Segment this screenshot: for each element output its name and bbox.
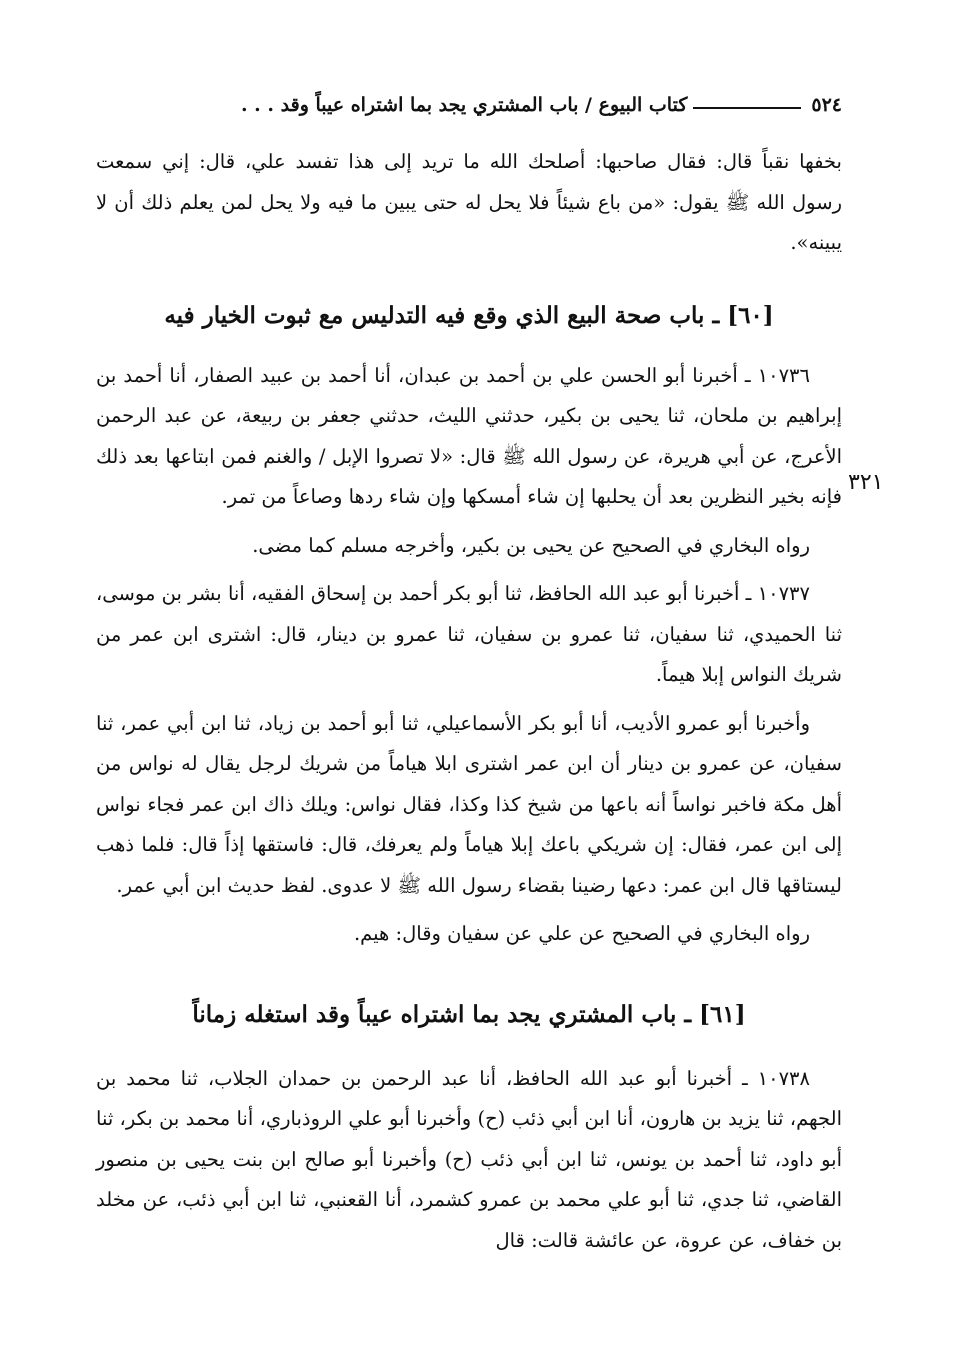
margin-page-reference: ٣٢١ <box>848 470 884 495</box>
chapter-heading-60: [٦٠] ـ باب صحة البيع الذي وقع فيه التدليس مع ثبوت الخيار فيه <box>164 301 774 329</box>
hadith-10736: ١٠٧٣٦ ـ أخبرنا أبو الحسن علي بن أحمد بن عبدان، أنا أحمد بن عبيد الصفار، أنا أحمد بن إبراهيم بن ملحان، ثنا يحيى بن بكير، حدثني الليث، حدثني جعفر بن ربيعة، عن عبد الرحمن الأعرج، عن أبي هريرة، عن رسول الله ﷺ قال: «لا تصروا الإبل / والغنم فمن ابتاعها بعد ذلك فإنه بخير النظرين بعد أن يحلبها إن شاء أمسكها وإن شاء ردها وصاعاً من تمر. <box>96 363 842 508</box>
chapter-heading-61: [٦١] ـ باب المشتري يجد بما اشتراه عيباً وقد استغله زماناً <box>192 1000 746 1028</box>
body-text <box>96 142 842 1261</box>
hadith-10737-second-chain: وأخبرنا أبو عمرو الأديب، أنا أبو بكر الأسماعيلي، ثنا أبو أحمد بن زياد، ثنا ابن أبي عمر، ثنا سفيان، عن عمرو بن دينار أن ابن عمر اشترى ابلا هياماً من شريك لرجل يقال له نواس من أهل مكة فاخبر نواساً أنه باعها من شيخ كذا وكذا، فقال نواس: ويلك ذاك ابن عمر فجاء نواس إلى ابن عمر، فقال: إن شريكي باعك إبلا هياماً ولم يعرفك، قال: فاستقها إذاً قال: فلما ذهب ليستاقها قال ابن عمر: دعها رضينا بقضاء رسول الله ﷺ لا عدوى. لفظ حديث ابن أبي عمر. <box>96 711 842 897</box>
page-number: ٥٢٤ <box>811 94 842 116</box>
running-title: كتاب البيوع / باب المشتري يجد بما اشتراه عيباً وقد . . . <box>240 94 688 116</box>
narration-note: رواه البخاري في الصحيح عن علي عن سفيان وقال: هيم. <box>353 922 810 945</box>
header-rule <box>693 107 801 109</box>
page-header <box>152 88 842 122</box>
continuation-paragraph: بخفها نقباً قال: فقال صاحبها: أصلحك الله ما تريد إلى هذا تفسد علي، قال: إني سمعت رسول الله ﷺ يقول: «من باع شيئاً فلا يحل له حتى يبين ما فيه ولا يحل لمن يعلم ذلك أن لا يبينه». <box>96 150 842 254</box>
narration-note: رواه البخاري في الصحيح عن يحيى بن بكير، وأخرجه مسلم كما مضى. <box>252 533 810 557</box>
hadith-10738: ١٠٧٣٨ ـ أخبرنا أبو عبد الله الحافظ، أنا عبد الرحمن بن حمدان الجلاب، ثنا محمد بن الجهم، ثنا يزيد بن هارون، أنا ابن أبي ذئب (ح) وأخبرنا أبو علي الروذباري، أنا محمد بن بكر، ثنا أبو داود، ثنا أحمد بن يونس، ثنا ابن أبي ذئب (ح) وأخبرنا أبو صالح ابن بنت يحيى بن منصور القاضي، ثنا جدي، ثنا أبو علي محمد بن عمرو كشمرد، أنا القعنبي، ثنا ابن أبي ذئب، عن مخلد بن خفاف، عن عروة، عن عائشة قالت: قال <box>96 1066 842 1252</box>
hadith-10737: ١٠٧٣٧ ـ أخبرنا أبو عبد الله الحافظ، ثنا أبو بكر أحمد بن إسحاق الفقيه، أنا بشر بن موسى، ثنا الحميدي، ثنا سفيان، ثنا عمرو بن سفيان، ثنا عمرو بن دينار، قال: اشترى ابن عمر من شريك النواس إبلا هيماً. <box>96 582 842 686</box>
